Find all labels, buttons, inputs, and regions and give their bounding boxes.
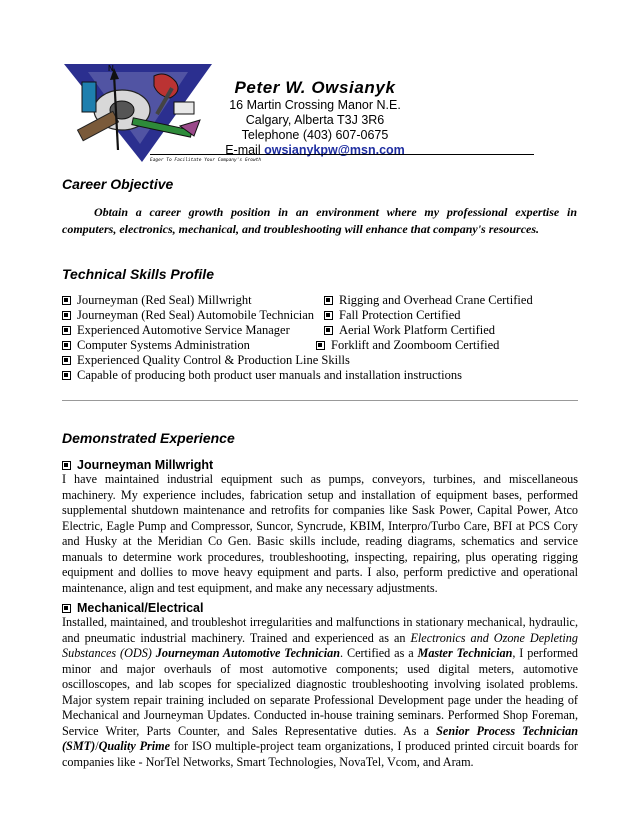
checkbox-bullet-icon [324,296,333,305]
text-run-italic: Electronics and Ozone Depleting Substances (ODS) [62,630,578,660]
checkbox-bullet-icon [324,311,333,320]
skill-label: Capable of producing both product user manuals and installation instructions [77,368,462,382]
text-run-bold-italic: Journeyman Automotive Technician [155,646,341,660]
skill-item [324,308,461,323]
text-run: for ISO multiple-project team organizations, I produced printed circuit boards for companies like - NorTel Networks, Smart Technologies, NovaTel, Vcom, and Aram. [62,739,578,769]
skill-item [316,338,499,353]
skill-item [62,338,250,353]
skill-label: Rigging and Overhead Crane Certified [339,293,533,307]
checkbox-bullet-icon [62,356,71,365]
checkbox-bullet-icon [62,326,71,335]
skill-label: Experienced Automotive Service Manager [77,323,290,337]
millwright-description: I have maintained industrial equipment such as pumps, conveyors, turbines, and miscellaneous machinery. My experience includes, fabrication setup and installation of equipment bases, performed supplemental shutdown maintenance and retrofits for companies like Sask Power, Capital Power, Atco Electric, Eagle Pump and Compressor, Suncor, Syncrude, KBIM, Interpro/Turbo Care, BFI at PCS Cory and Husky at the Meridian Co Gen. Basic skills include, reading diagrams, schematics and service manuals to determine work procedures, troubleshooting, inspecting, repairing, plus operating rigging equipment and dollies to move heavy equipment and parts. I also, perform predictive and operational maintenance, align and test equipment, and make any necessary adjustments. [62,472,578,595]
email-link[interactable]: owsianykpw@msn.com [264,143,405,157]
job-title-millwright [62,458,213,472]
skill-item [62,293,252,308]
checkbox-bullet-icon [62,604,71,613]
skill-item [62,368,462,383]
contact-header [200,78,430,158]
career-objective-text: Obtain a career growth position in an environment where my professional expertise in computers, electronics, mechanical, and troubleshooting will enhance that company's resources. [62,205,577,236]
address-line-1: 16 Martin Crossing Manor N.E. [229,98,401,112]
skill-item [62,308,314,323]
header-divider [150,154,534,155]
company-logo [62,62,220,166]
job-title-label: Mechanical/Electrical [77,601,204,615]
page-title: Peter W. Owsianyk [234,78,396,97]
phone: Telephone (403) 607-0675 [241,128,389,142]
checkbox-bullet-icon [62,296,71,305]
technical-skills-heading: Technical Skills Profile [62,266,214,282]
mechanical-description [62,615,578,770]
skill-label: Journeyman (Red Seal) Automobile Technician [77,308,315,322]
text-run: / [95,739,99,753]
text-run: , I performed minor and major overhauls of most automotive components; used digital meters, automotive oscilloscopes, and lab scopes for specialized diagnostic troubleshooting involving isolated problems. Major system repair training included on separate Professional Development page under the heading of Mechanical and Journeyman Updates. Conducted in-house training seminars. Performed Shop Foreman, Service Writer, Parts Counter, and Sales Representative duties. As a [62,646,578,738]
skill-label: Experienced Quality Control & Production Line Skills [77,353,350,367]
email-line [200,143,430,158]
tagline: Eager To Facilitate Your Company's Growth [150,158,262,163]
skill-item [324,323,495,338]
text-run-bold-italic: Senior Process Technician (SMT) [62,723,578,753]
section-divider [62,400,578,401]
text-run: Installed, maintained, and troubleshot irregularities and malfunctions in stationary mechanical, hydraulic, and pneumatic industrial machinery. Trained and experienced as an [62,615,578,645]
skill-label: Forklift and Zoomboom Certified [331,338,500,352]
address-line-2: Calgary, Alberta T3J 3R6 [245,113,385,127]
skill-item [324,293,533,308]
career-objective-heading: Career Objective [62,176,174,192]
checkbox-bullet-icon [316,341,325,350]
skill-item [62,323,290,338]
skill-label: Journeyman (Red Seal) Millwright [77,293,252,307]
skill-label: Aerial Work Platform Certified [339,323,496,337]
email-label: E-mail [225,143,265,157]
text-run-bold-italic: Quality Prime [98,739,171,753]
text-run: . Certified as a [340,646,418,660]
checkbox-bullet-icon [62,461,71,470]
job-title-mechanical [62,601,203,615]
skill-label: Computer Systems Administration [77,338,250,352]
job-title-label: Journeyman Millwright [77,458,214,472]
text-run-bold-italic: Master Technician [417,646,513,660]
experience-heading: Demonstrated Experience [62,430,235,446]
checkbox-bullet-icon [324,326,333,335]
skill-label: Fall Protection Certified [339,308,461,322]
skill-item [62,353,350,368]
checkbox-bullet-icon [62,371,71,380]
checkbox-bullet-icon [62,311,71,320]
checkbox-bullet-icon [62,341,71,350]
compass-letter: N [108,64,114,73]
